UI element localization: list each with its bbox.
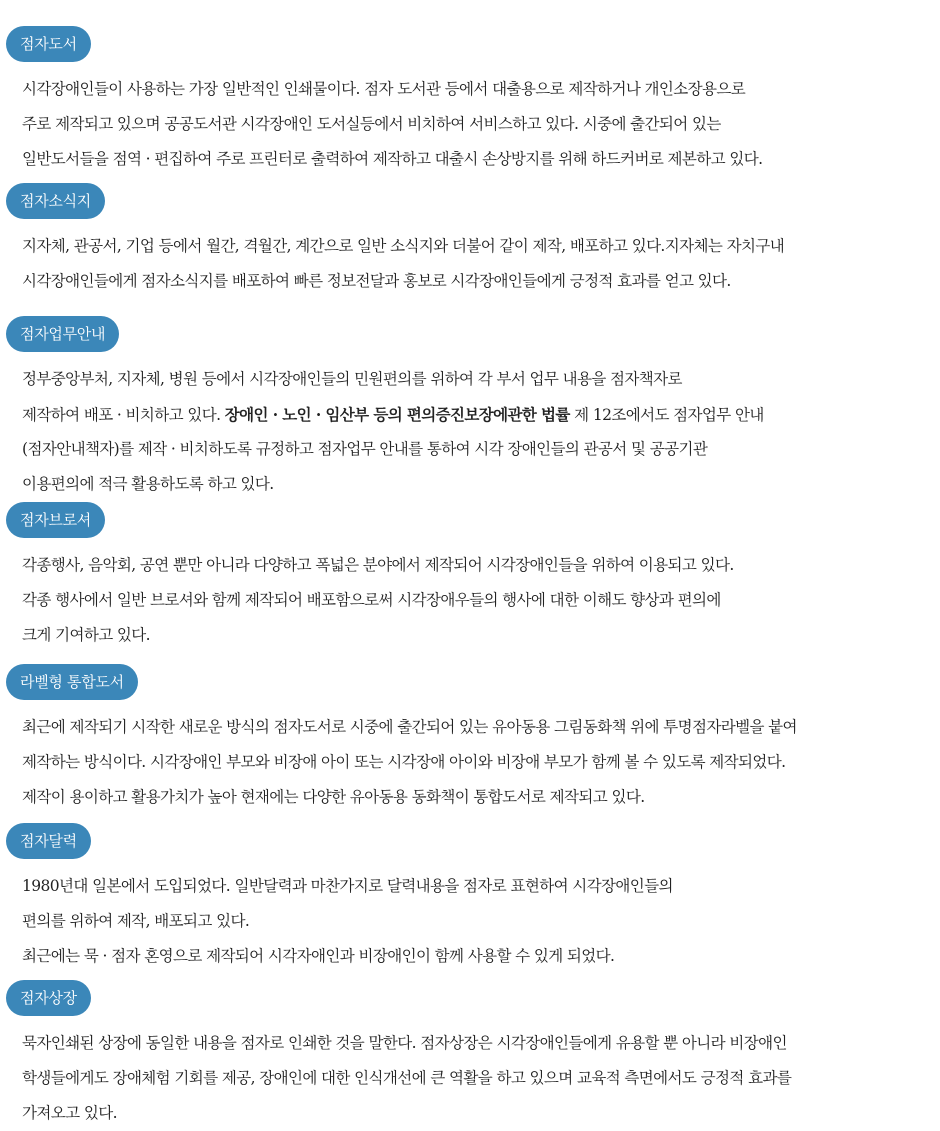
description-line: 최근에 제작되기 시작한 새로운 방식의 점자도서로 시중에 출간되어 있는 유아동용 그림동화책 위에 투명점자라벨을 붙여 <box>22 718 797 736</box>
section-description <box>22 1026 927 1131</box>
description-line: (점자안내책자)를 제작 · 비치하도록 규정하고 점자업무 안내를 통하여 시각 장애인들의 관공서 및 공공기관 <box>22 440 708 458</box>
section-title-badge: 점자상장 <box>6 980 91 1016</box>
section-title-badge: 점자업무안내 <box>6 316 119 352</box>
description-line: 지자체, 관공서, 기업 등에서 월간, 격월간, 계간으로 일반 소식지와 더불어 같이 제작, 배포하고 있다.지자체는 자치구내 <box>22 237 785 255</box>
section-title-badge: 점자브로셔 <box>6 502 105 538</box>
section-description <box>22 229 927 299</box>
description-line: 크게 기여하고 있다. <box>22 626 150 644</box>
section-description <box>22 548 927 653</box>
section-description <box>22 869 927 974</box>
section-title-badge: 라벨형 통합도서 <box>6 664 138 700</box>
description-line-start: 제작하여 배포 · 비치하고 있다. <box>22 406 221 424</box>
section-title-badge: 점자소식지 <box>6 183 105 219</box>
description-line: 일반도서들을 점역 · 편집하여 주로 프린터로 출력하여 제작하고 대출시 손상방지를 위해 하드커버로 제본하고 있다. <box>22 150 763 168</box>
description-line: 정부중앙부처, 지자체, 병원 등에서 시각장애인들의 민원편의를 위하여 각 부서 업무 내용을 점자책자로 <box>22 370 682 388</box>
description-line: 학생들에게도 장애체험 기회를 제공, 장애인에 대한 인식개선에 큰 역활을 하고 있으며 교육적 측면에서도 긍정적 효과를 <box>22 1069 792 1087</box>
description-line: 제작이 용이하고 활용가치가 높아 현재에는 다양한 유아동용 동화책이 통합도서로 제작되고 있다. <box>22 788 645 806</box>
description-line-tail: 제 12조에서도 점자업무 안내 <box>574 406 764 424</box>
section-description <box>22 72 927 177</box>
description-line: 시각장애인들이 사용하는 가장 일반적인 인쇄물이다. 점자 도서관 등에서 대출용으로 제작하거나 개인소장용으로 <box>22 80 746 98</box>
description-line: 최근에는 묵 · 점자 혼영으로 제작되어 시각자애인과 비장애인이 함께 사용할 수 있게 되었다. <box>22 947 615 965</box>
description-line: 각종 행사에서 일반 브로셔와 함께 제작되어 배포함으로써 시각장애우들의 행사에 대한 이해도 향상과 편의에 <box>22 591 721 609</box>
section-description <box>22 710 927 815</box>
law-name-bold: 장애인 · 노인 · 임산부 등의 편의증진보장에관한 법률 <box>224 405 570 424</box>
description-line: 시각장애인들에게 점자소식지를 배포하여 빠른 정보전달과 홍보로 시각장애인들에게 긍정적 효과를 얻고 있다. <box>22 272 731 290</box>
description-line <box>22 397 927 432</box>
description-line: 가져오고 있다. <box>22 1104 117 1122</box>
description-line: 주로 제작되고 있으며 공공도서관 시각장애인 도서실등에서 비치하여 서비스하고 있다. 시중에 출간되어 있는 <box>22 115 721 133</box>
description-line: 제작하는 방식이다. 시각장애인 부모와 비장애 아이 또는 시각장애 아이와 비장애 부모가 함께 볼 수 있도록 제작되었다. <box>22 753 786 771</box>
section-title-badge: 점자달력 <box>6 823 91 859</box>
description-line: 1980년대 일본에서 도입되었다. 일반달력과 마찬가지로 달력내용을 점자로 표현하여 시각장애인들의 <box>22 877 673 895</box>
section-description <box>22 362 927 502</box>
description-line: 묵자인쇄된 상장에 동일한 내용을 점자로 인쇄한 것을 말한다. 점자상장은 시각장애인들에게 유용할 뿐 아니라 비장애인 <box>22 1034 787 1052</box>
description-line: 각종행사, 음악회, 공연 뿐만 아니라 다양하고 폭넓은 분야에서 제작되어 시각장애인들을 위하여 이용되고 있다. <box>22 556 734 574</box>
description-line: 이용편의에 적극 활용하도록 하고 있다. <box>22 475 274 493</box>
section-title-badge: 점자도서 <box>6 26 91 62</box>
description-line: 편의를 위하여 제작, 배포되고 있다. <box>22 912 250 930</box>
